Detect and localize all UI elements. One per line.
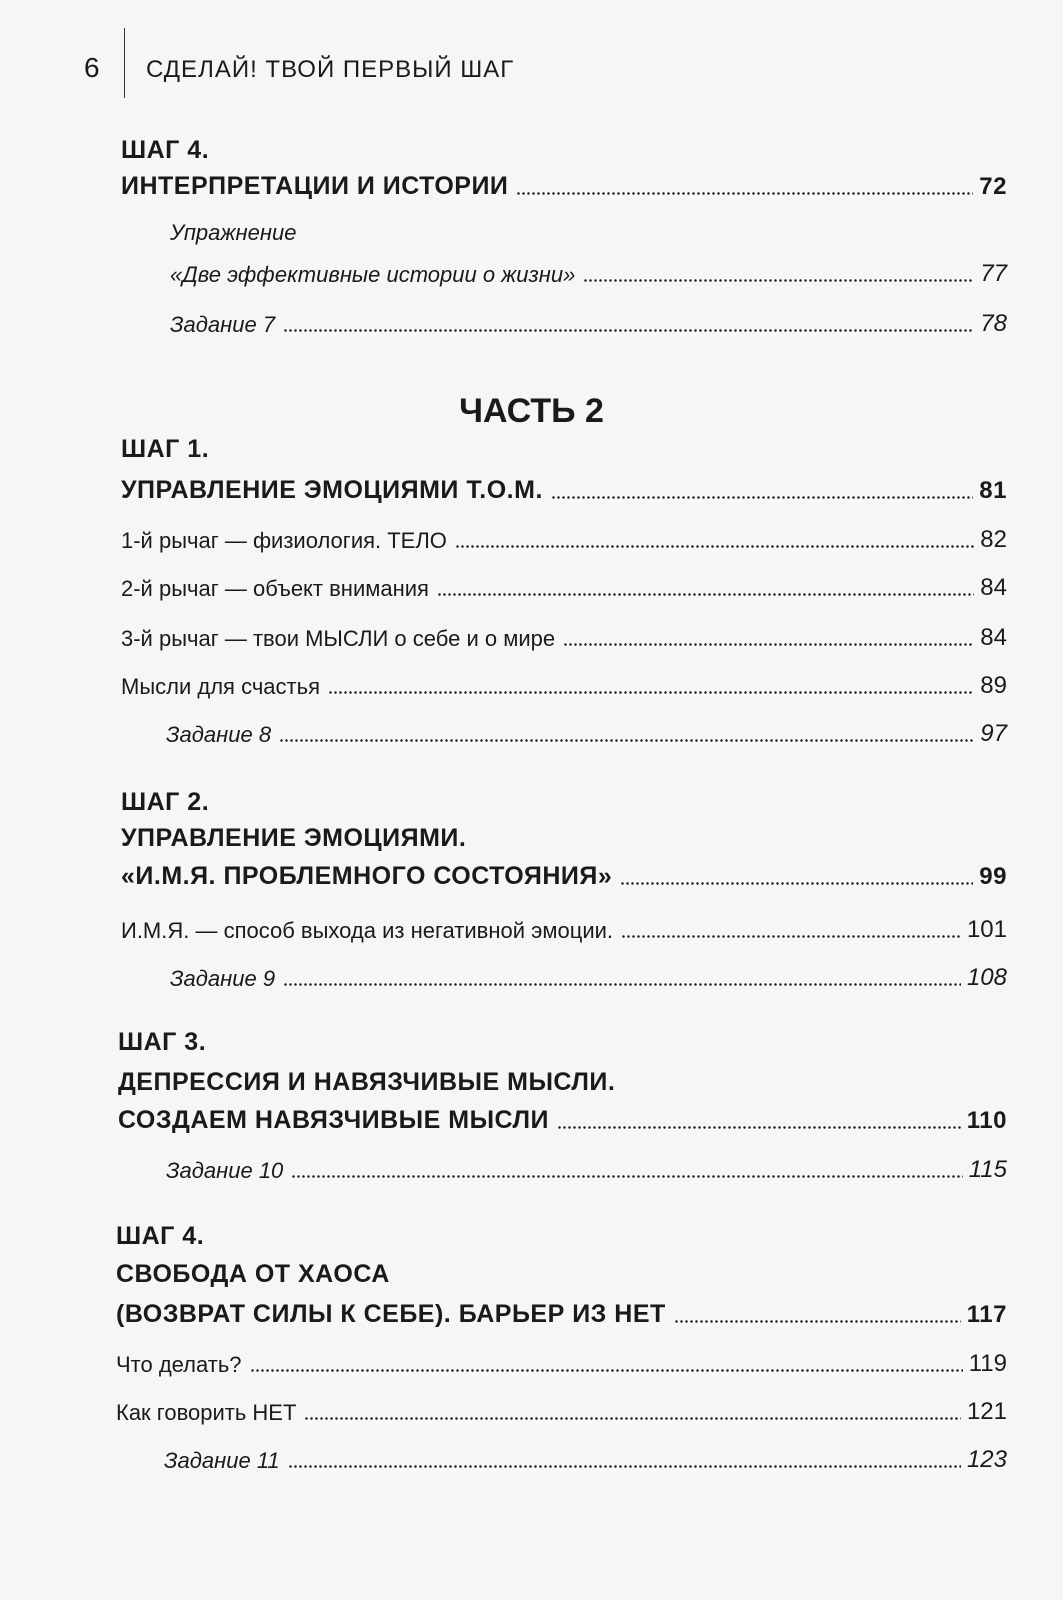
toc-exercise-label — [170, 222, 1007, 244]
dot-leader — [328, 691, 974, 694]
toc-entry-title: УПРАВЛЕНИЕ ЭМОЦИЯМИ Т.О.М. — [121, 476, 543, 504]
toc-page-number: 84 — [980, 574, 1007, 601]
dot-leader — [437, 593, 974, 596]
toc-entry — [170, 966, 1007, 990]
dot-leader — [304, 1417, 961, 1420]
toc-page-number: 123 — [966, 1446, 1007, 1473]
toc-entry-title: УПРАВЛЕНИЕ ЭМОЦИЯМИ. — [121, 824, 467, 852]
toc-step-label — [118, 1030, 1007, 1055]
toc-entry-title: «И.М.Я. ПРОБЛЕМНОГО СОСТОЯНИЯ» — [121, 862, 613, 890]
toc-page-number: 121 — [966, 1398, 1007, 1425]
toc-page-number: 119 — [968, 1350, 1007, 1377]
toc-entry-title: ДЕПРЕССИЯ И НАВЯЗЧИВЫЕ МЫСЛИ. — [118, 1068, 616, 1096]
toc-entry — [121, 918, 1007, 942]
toc-entry — [116, 1352, 1007, 1376]
toc-page-number: 117 — [966, 1301, 1007, 1328]
dot-leader — [279, 739, 974, 742]
toc-entry — [166, 722, 1007, 746]
toc-entry — [170, 312, 1007, 336]
toc-entry — [116, 1400, 1007, 1424]
dot-leader — [250, 1369, 963, 1372]
dot-leader — [621, 935, 961, 938]
toc-entry — [164, 1448, 1007, 1472]
toc-entry-line — [118, 1070, 1007, 1095]
dot-leader — [583, 279, 974, 282]
toc-page-number: 108 — [966, 964, 1007, 991]
toc-step-label-text: ШАГ 3. — [118, 1028, 207, 1056]
toc-entry-title: 3-й рычаг — твои МЫСЛИ о себе и о мире — [121, 626, 556, 651]
toc-entry — [118, 1108, 1007, 1133]
toc-page-number: 99 — [979, 863, 1007, 890]
toc-entry — [121, 478, 1007, 503]
dot-leader — [551, 496, 973, 499]
toc-entry — [121, 576, 1007, 600]
dot-leader — [291, 1175, 962, 1178]
toc-entry-title: Что делать? — [116, 1352, 242, 1377]
toc-entry-title: (ВОЗВРАТ СИЛЫ К СЕБЕ). БАРЬЕР ИЗ НЕТ — [116, 1300, 666, 1328]
toc-entry-title: ИНТЕРПРЕТАЦИИ И ИСТОРИИ — [121, 172, 509, 200]
toc-page-number: 97 — [980, 720, 1007, 747]
toc-entry — [121, 674, 1007, 698]
toc-entry-line — [116, 1262, 1007, 1287]
toc-entry-title: «Две эффективные истории о жизни» — [170, 262, 576, 287]
dot-leader — [283, 329, 974, 332]
toc-entry-title: Задание 11 — [164, 1448, 280, 1473]
toc-entry-title: 1-й рычаг — физиология. ТЕЛО — [121, 528, 447, 553]
toc-entry-title: Задание 8 — [166, 722, 272, 747]
toc-entry — [121, 174, 1007, 199]
toc-entry — [166, 1158, 1007, 1182]
toc-exercise-label-text: Упражнение — [170, 220, 297, 245]
toc-step-label-text: ШАГ 4. — [116, 1222, 205, 1250]
dot-leader — [516, 192, 973, 195]
page-number: 6 — [84, 52, 100, 83]
toc-entry-title: Задание 10 — [166, 1158, 284, 1183]
toc-page-number: 78 — [980, 310, 1007, 337]
toc-page-number: 101 — [966, 916, 1007, 943]
toc-entry-title: 2-й рычаг — объект внимания — [121, 576, 429, 601]
toc-page-number: 84 — [980, 624, 1007, 651]
dot-leader — [288, 1465, 961, 1468]
toc-entry — [121, 864, 1007, 889]
toc-entry-title: СОЗДАЕМ НАВЯЗЧИВЫЕ МЫСЛИ — [118, 1106, 549, 1134]
toc-entry — [170, 262, 1007, 286]
dot-leader — [674, 1320, 961, 1323]
toc-entry-title: Задание 7 — [170, 312, 276, 337]
header-divider — [124, 28, 125, 98]
toc-step-label-text: ШАГ 2. — [121, 788, 210, 816]
toc-page-number: 110 — [966, 1107, 1007, 1134]
dot-leader — [563, 643, 974, 646]
toc-page-number: 89 — [980, 672, 1007, 699]
toc-entry-title: СВОБОДА ОТ ХАОСА — [116, 1260, 390, 1288]
toc-entry — [116, 1302, 1007, 1327]
toc-step-label-text: ШАГ 4. — [121, 136, 210, 164]
dot-leader — [620, 882, 973, 885]
toc-entry-title: И.М.Я. — способ выхода из негативной эмоции. — [121, 918, 614, 943]
toc-step-label — [121, 138, 1007, 163]
toc-entry-title: Мысли для счастья — [121, 674, 320, 699]
toc-page-number: 115 — [968, 1156, 1007, 1183]
dot-leader — [557, 1126, 961, 1129]
toc-entry-title: Как говорить НЕТ — [116, 1400, 297, 1425]
toc-entry — [121, 626, 1007, 650]
toc-entry-line — [121, 826, 1007, 851]
toc-step-label — [121, 790, 1007, 815]
toc-page-number: 81 — [979, 477, 1007, 504]
running-head: СДЕЛАЙ! ТВОЙ ПЕРВЫЙ ШАГ — [146, 56, 515, 83]
toc-page-number: 72 — [979, 173, 1007, 200]
toc-step-label-text: ШАГ 1. — [121, 435, 210, 463]
toc-page-number: 82 — [980, 526, 1007, 553]
toc-entry-title: Задание 9 — [170, 966, 276, 991]
toc-entry — [121, 528, 1007, 552]
toc-page-number: 77 — [980, 260, 1007, 287]
dot-leader — [455, 545, 974, 548]
toc-step-label — [121, 437, 1007, 462]
toc-step-label — [116, 1224, 1007, 1249]
dot-leader — [283, 983, 961, 986]
part-title: ЧАСТЬ 2 — [459, 392, 604, 430]
